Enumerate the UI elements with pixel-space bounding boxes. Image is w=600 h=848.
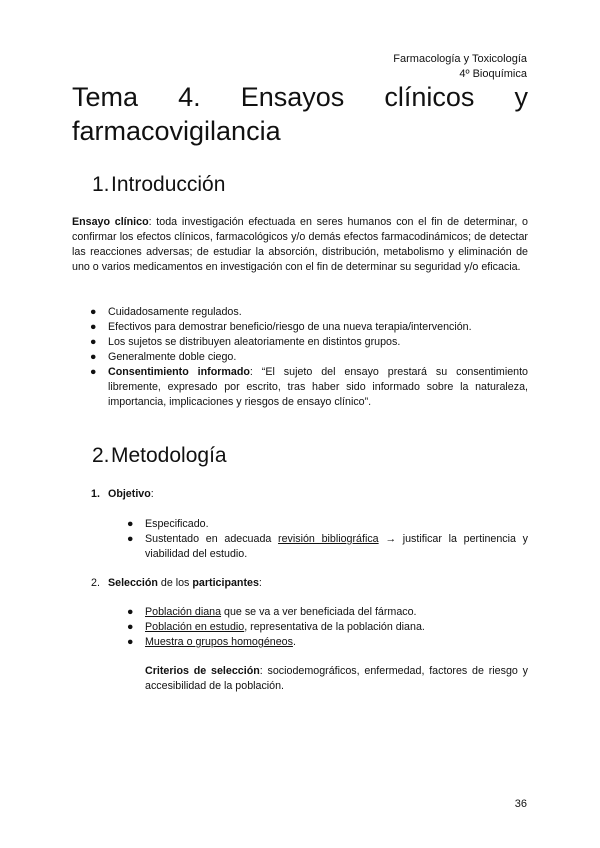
list-item: ● Muestra o grupos homogéneos. bbox=[127, 636, 296, 648]
item-label: Objetivo bbox=[108, 488, 151, 500]
objetivo-bullet-list bbox=[127, 517, 528, 562]
bullet-icon: ● bbox=[90, 366, 97, 378]
seleccion-bullet-list bbox=[127, 605, 528, 650]
underlined-term: Población diana bbox=[145, 606, 222, 618]
section-heading-introduccion bbox=[92, 172, 225, 198]
bullet-icon: ● bbox=[127, 533, 134, 545]
title-line-2: farmacovigilancia bbox=[72, 116, 281, 146]
numbered-item-objetivo: 1. Objetivo: bbox=[91, 488, 154, 500]
page-number: 36 bbox=[514, 798, 527, 810]
list-item bbox=[90, 365, 528, 410]
bullet-icon: ● bbox=[90, 306, 97, 318]
title-word: Ensayos bbox=[240, 82, 345, 112]
item-number: 2. bbox=[91, 577, 100, 589]
list-item: ● Generalmente doble ciego. bbox=[90, 351, 237, 363]
definition-text: : toda investigación efectuada en seres humanos con el fin de determinar, o confirmar los efectos clínicos, farmacológicos y/o demás efectos farmacodinámicos; de detectar las reacciones adversas; de estudiar la absorción, distribución, metabolismo y eliminación de uno o varios medicamentos en investigación con el fin de determinar su seguridad y/o eficacia. bbox=[72, 216, 528, 273]
criteria-text: : sociodemográficos, enfermedad, factores de riesgo y accesibilidad de la población. bbox=[145, 665, 528, 692]
section-title: Introducción bbox=[111, 173, 226, 196]
header-course: Farmacología y Toxicología bbox=[393, 53, 527, 65]
section-number: 1. bbox=[92, 173, 110, 196]
bullet-icon: ● bbox=[90, 336, 97, 348]
title-word: clínicos bbox=[384, 82, 475, 112]
criteria-term: Criterios de selección bbox=[145, 665, 260, 677]
list-item: ● Efectivos para demostrar beneficio/riesgo de una nueva terapia/intervención. bbox=[90, 321, 472, 333]
bullet-icon: ● bbox=[127, 621, 134, 633]
bullet-icon: ● bbox=[127, 606, 134, 618]
title-word: y bbox=[514, 82, 528, 112]
header-degree: 4º Bioquímica bbox=[459, 68, 527, 80]
numbered-item-seleccion: 2. Selección de los participantes: bbox=[91, 577, 262, 589]
underlined-term: revisión bibliográfica bbox=[278, 533, 379, 545]
list-item: ● Cuidadosamente regulados. bbox=[90, 306, 242, 318]
underlined-term: Población en estudio bbox=[145, 621, 245, 633]
section-heading-metodologia bbox=[92, 443, 227, 469]
title-word: 4. bbox=[178, 82, 201, 112]
item-label: Selección bbox=[108, 577, 158, 589]
page-header bbox=[393, 52, 527, 82]
item-number: 1. bbox=[91, 488, 100, 500]
consent-term: Consentimiento informado bbox=[108, 366, 250, 378]
intro-bullet-list bbox=[90, 305, 528, 410]
definition-term: Ensayo clínico bbox=[72, 216, 149, 228]
bullet-icon: ● bbox=[90, 321, 97, 333]
list-item: ● Población diana que se va a ver beneficiada del fármaco. bbox=[127, 606, 417, 618]
list-item: ● Los sujetos se distribuyen aleatoriamente en distintos grupos. bbox=[90, 336, 401, 348]
list-item: ● Sustentado en adecuada revisión bibliográfica → justificar la pertinencia y viabilidad del estudio. bbox=[127, 533, 528, 560]
document-title bbox=[72, 80, 528, 148]
definition-paragraph bbox=[72, 215, 528, 275]
title-line-1 bbox=[72, 80, 528, 114]
bullet-icon: ● bbox=[90, 351, 97, 363]
item-label: participantes bbox=[192, 577, 259, 589]
bullet-icon: ● bbox=[127, 518, 134, 530]
bullet-icon: ● bbox=[127, 636, 134, 648]
list-item: ● Población en estudio, representativa de la población diana. bbox=[127, 621, 425, 633]
section-title: Metodología bbox=[111, 444, 227, 467]
underlined-term: Muestra o grupos homogéneos bbox=[145, 636, 293, 648]
title-word: Tema bbox=[72, 82, 139, 112]
consent-text: : “El sujeto del ensayo prestará su consentimiento libremente, expresado por escrito, tras haber sido informado sobre la naturaleza, importancia, implicaciones y riesgos de ensayo clínico”. bbox=[108, 366, 528, 408]
list-item: ● Especificado. bbox=[127, 518, 209, 530]
section-number: 2. bbox=[92, 444, 110, 467]
criteria-paragraph bbox=[145, 664, 528, 694]
